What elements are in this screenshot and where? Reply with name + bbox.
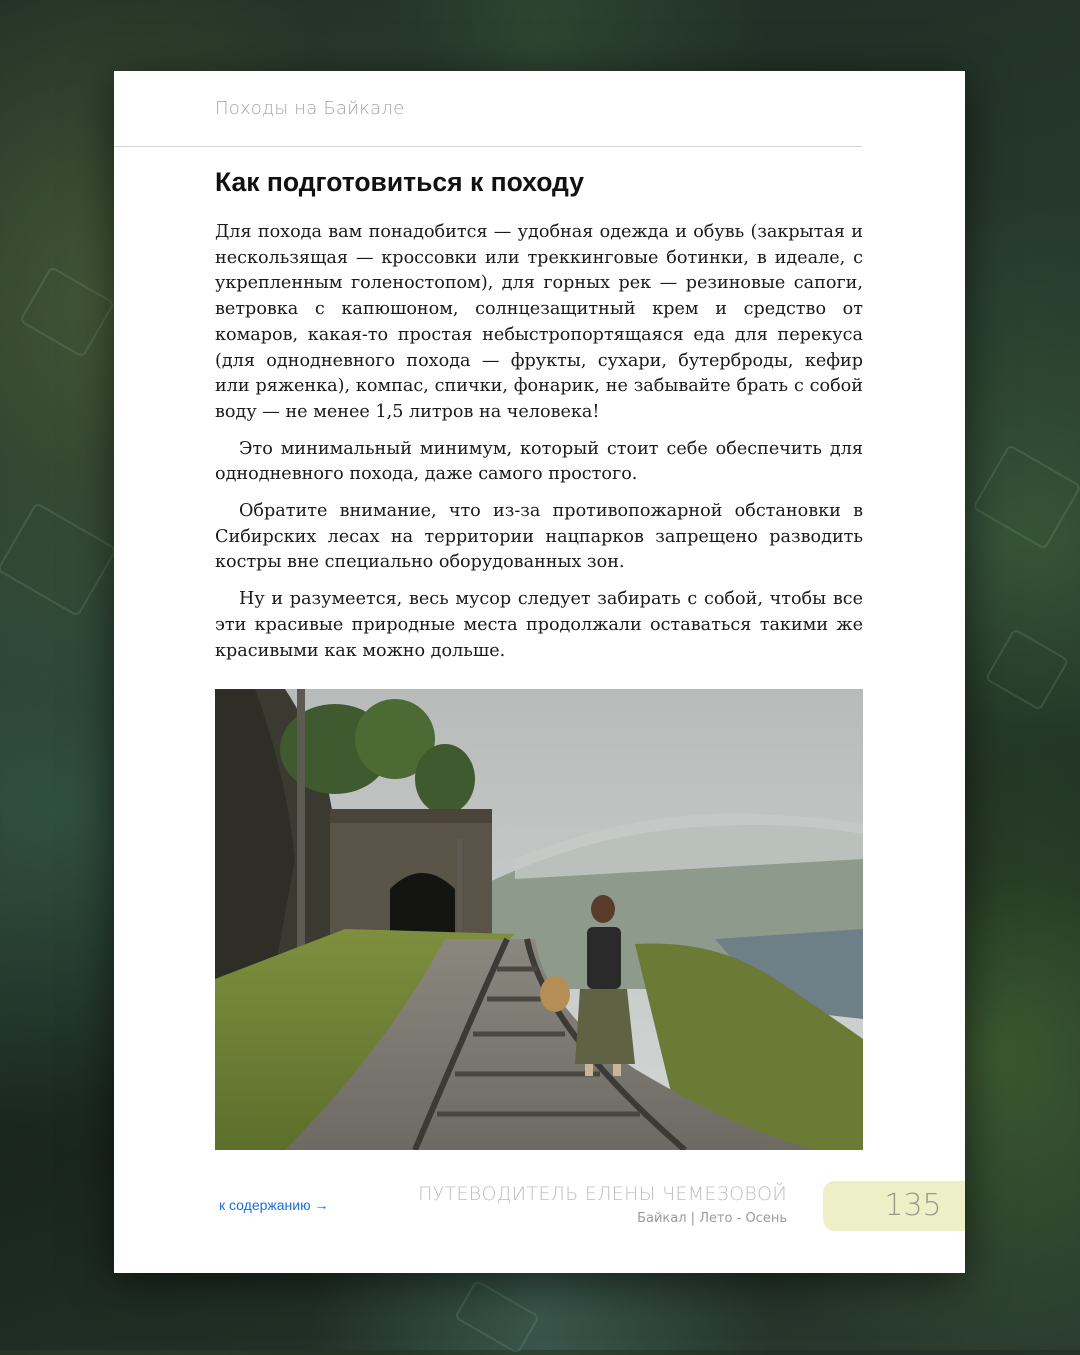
railway-photo [215, 689, 863, 1150]
paragraph: Для похода вам понадобится — удобная одежда и обувь (закрытая и нескользящая — кроссовки или треккинговые ботинки, в идеале, с укрепленным голеностопом), для горных рек — резиновые сапоги, ветровка с капюшоном, солнцезащитный крем и средство от комаров, какая-то простая небыстропортящаяся еда для перекуса (для однодневного похода — фрукты, сухари, бутерброды, кефир или ряженка), компас, спички, фонарик, не забывайте брать с собой воду — не менее 1,5 литров на человека! [215, 222, 863, 422]
background-facet [19, 266, 115, 358]
paragraph: Ну и разумеется, весь мусор следует забирать с собой, чтобы все эти красивые природные места продолжали оставаться такими же красивыми как можно дольше. [215, 589, 863, 661]
page-number-tab [823, 1181, 965, 1231]
background-facet [972, 444, 1080, 550]
table-of-contents-link[interactable]: к содержанию → [219, 1197, 329, 1213]
guide-title: ПУТЕВОДИТЕЛЬ ЕЛЕНЫ ЧЕМЕЗОВОЙ [418, 1183, 787, 1205]
railway-photo-illustration [215, 689, 863, 1150]
background-facet [0, 502, 117, 617]
paragraph: Обратите внимание, что из-за противопожарной обстановки в Сибирских лесах на территории нацпарков запрещено разводить костры вне специально оборудованных зон. [215, 501, 863, 573]
header-divider [114, 146, 862, 147]
background-facet [985, 628, 1070, 711]
page-number: 135 [884, 1188, 942, 1223]
background-facet [454, 1279, 540, 1354]
running-header: Походы на Байкале [215, 98, 405, 119]
book-page [114, 71, 965, 1273]
paragraph: Это минимальный минимум, который стоит себе обеспечить для однодневного похода, даже самого простого. [215, 438, 863, 485]
guide-subtitle: Байкал | Лето - Осень [637, 1211, 787, 1226]
body-text [215, 220, 863, 675]
section-title: Как подготовиться к походу [215, 167, 584, 197]
